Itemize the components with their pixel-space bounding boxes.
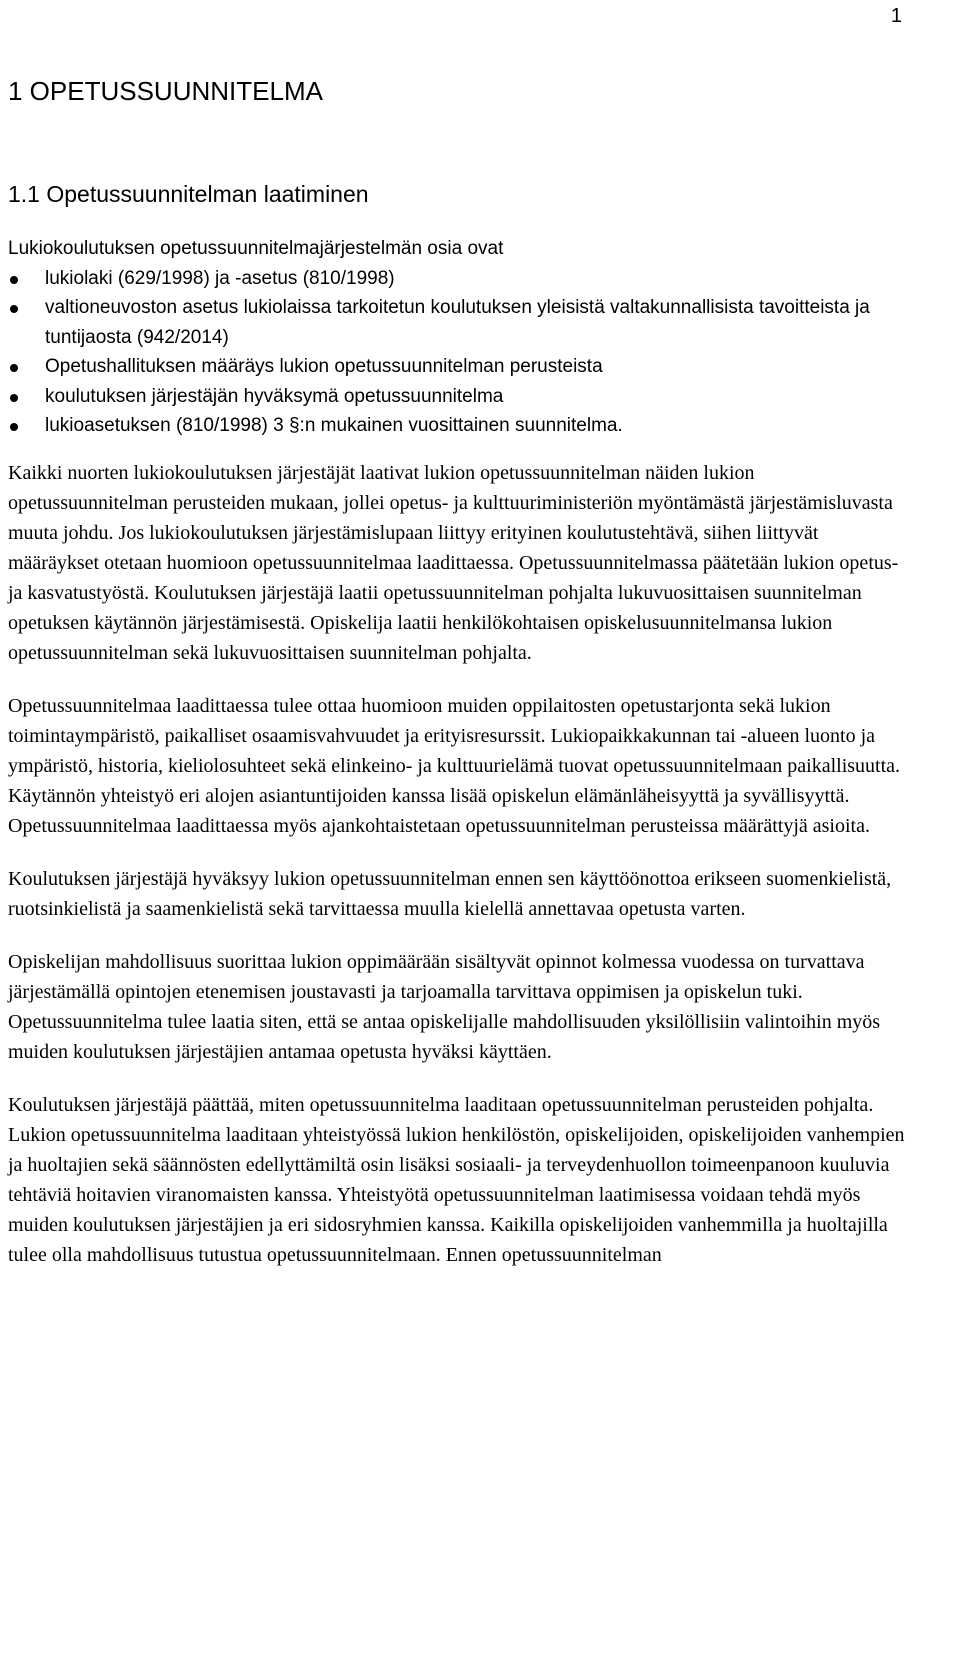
paragraph-spacer: [8, 841, 913, 864]
list-item-text: lukioasetuksen (810/1998) 3 §:n mukainen vuosittainen suunnitelma.: [45, 415, 623, 436]
document-body: [8, 74, 913, 1270]
list-item-text: Opetushallituksen määräys lukion opetussuunnitelman perusteista: [45, 356, 603, 377]
bullet-list: [8, 264, 913, 441]
paragraph-spacer: [8, 924, 913, 947]
paragraph-spacer: [8, 1067, 913, 1090]
bullet-icon: [10, 305, 18, 313]
list-item-text: valtioneuvoston asetus lukiolaissa tarkoitetun koulutuksen yleisistä valtakunnallisista tavoitteista ja tuntijaosta (942/2014): [45, 297, 870, 348]
section-heading: 1.1 Opetussuunnitelman laatiminen: [8, 181, 369, 207]
list-item: [8, 411, 913, 441]
paragraph: Opetussuunnitelmaa laadittaessa tulee ottaa huomioon muiden oppilaitosten opetustarjonta sekä lukion toimintaympäristö, paikalliset osaamisvahvuudet ja erityisresurssit. Lukiopaikkakunnan tai -alueen luonto ja ympäristö, historia, kieliolosuhteet sekä elinkeino- ja kulttuurielämä tuovat opetussuunnitelmaan paikallisuutta. Käytännön yhteistyö eri alojen asiantuntijoiden kanssa lisää opiskelun elämänläheisyyttä ja syvällisyyttä. Opetussuunnitelmaa laadittaessa myös ajankohtaistetaan opetussuunnitelman perusteissa määrättyjä asioita.: [8, 694, 901, 837]
bullet-icon: [10, 394, 18, 402]
paragraph-spacer: [8, 668, 913, 691]
intro-text: Lukiokoulutuksen opetussuunnitelmajärjestelmän osia ovat: [8, 238, 504, 259]
paragraph: Opiskelijan mahdollisuus suorittaa lukion oppimäärään sisältyvät opinnot kolmessa vuodessa on turvattava järjestämällä opintojen etenemisen joustavasti ja tarjoamalla tarvittava oppimisen ja opiskelun tuki. Opetussuunnitelma tulee laatia siten, että se antaa opiskelijalle mahdollisuuden yksilöllisiin valintoihin myös muiden koulutuksen järjestäjien antamaa opetusta hyväksi käyttäen.: [8, 950, 881, 1063]
chapter-heading: 1 OPETUSSUUNNITELMA: [8, 76, 323, 106]
list-item: [8, 382, 913, 412]
page-number: 1: [890, 5, 902, 27]
list-item-text: lukiolaki (629/1998) ja -asetus (810/1998): [45, 267, 395, 289]
bullet-icon: [10, 276, 18, 284]
list-item: [8, 352, 913, 382]
paragraph: Koulutuksen järjestäjä päättää, miten opetussuunnitelma laaditaan opetussuunnitelman perusteiden pohjalta. Lukion opetussuunnitelma laaditaan yhteistyössä lukion henkilöstön, opiskelijoiden, opiskelijoiden vanhempien ja huoltajien sekä säännösten edellyttämiltä osin lisäksi sosiaali- ja terveydenhuollon toimeenpanoon kuuluvia tehtäviä hoitavien viranomaisten kanssa. Yhteistyötä opetussuunnitelman laatimisessa voidaan tehdä myös muiden koulutuksen järjestäjien ja eri sidosryhmien kanssa. Kaikilla opiskelijoiden vanhemmilla ja huoltajilla tulee olla mahdollisuus tutustua opetussuunnitelmaan. Ennen opetussuunnitelman: [8, 1093, 905, 1266]
list-item-text: koulutuksen järjestäjän hyväksymä opetussuunnitelma: [45, 385, 504, 407]
list-item: [8, 264, 913, 294]
bullet-icon: [10, 423, 18, 431]
paragraph: Koulutuksen järjestäjä hyväksyy lukion opetussuunnitelman ennen sen käyttöönottoa erikseen suomenkielistä, ruotsinkielistä ja saamenkielistä sekä tarvittaessa muulla kielellä annettavaa opetusta varten.: [8, 867, 892, 920]
paragraph: Kaikki nuorten lukiokoulutuksen järjestäjät laativat lukion opetussuunnitelman näiden lukion opetussuunnitelman perusteiden mukaan, jollei opetus- ja kulttuuriministeriön myöntämästä järjestämisluvasta muuta johdu. Jos lukiokoulutuksen järjestämislupaan liittyy erityinen koulutustehtävä, siihen liittyvät määräykset otetaan huomioon opetussuunnitelmaa laadittaessa. Opetussuunnitelmassa päätetään lukion opetus- ja kasvatustyöstä. Koulutuksen järjestäjä laatii opetussuunnitelman pohjalta lukuvuosittaisen suunnitelman opetuksen käytännön järjestämisestä. Opiskelija laatii henkilökohtaisen opiskelusuunnitelmansa lukion opetussuunnitelman sekä lukuvuosittaisen suunnitelman pohjalta.: [8, 461, 899, 664]
list-item: [8, 293, 913, 352]
bullet-icon: [10, 364, 18, 372]
